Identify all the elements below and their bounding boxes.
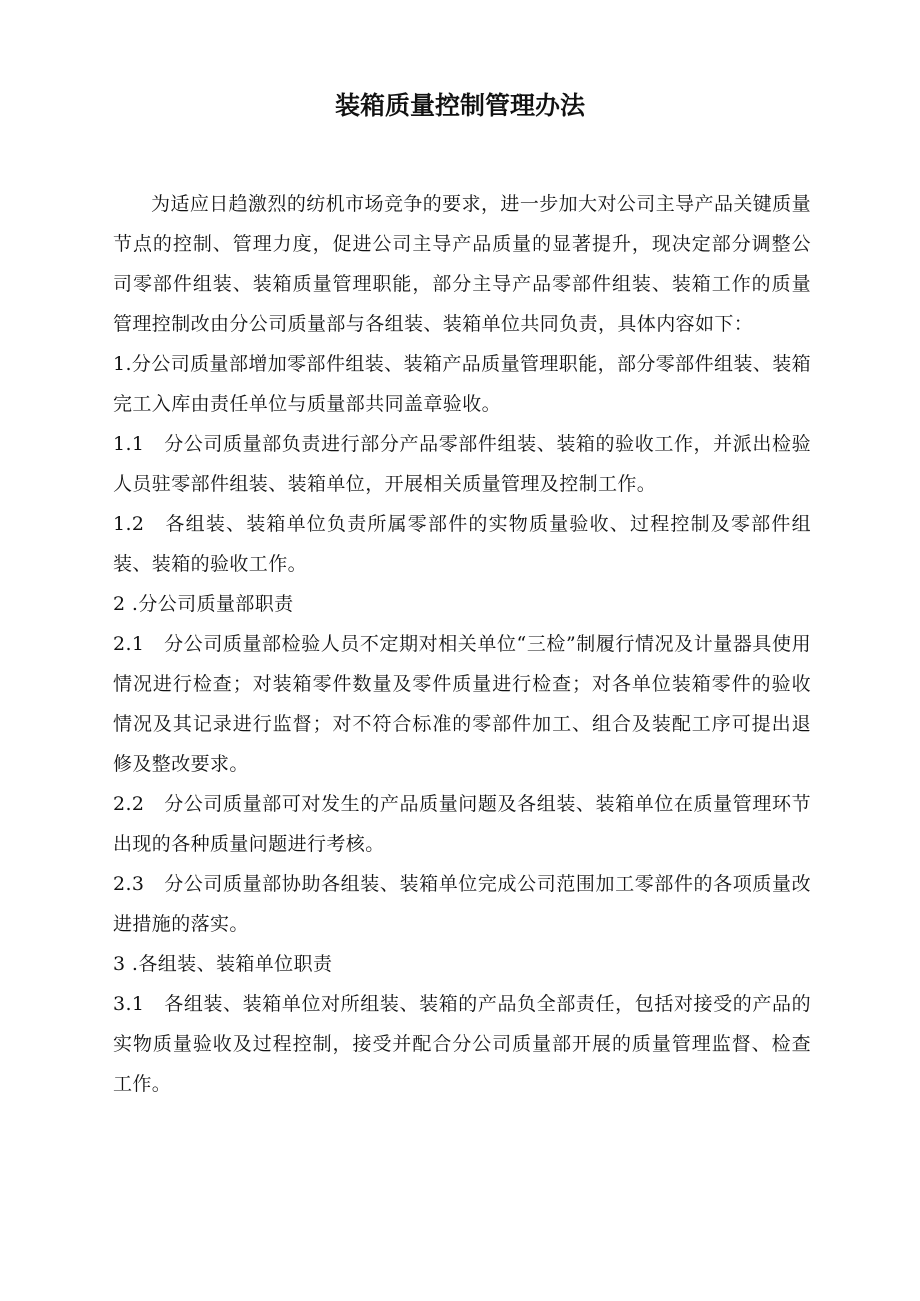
section-1-2-paragraph: 1.2 各组装、装箱单位负责所属零部件的实物质量验收、过程控制及零部件组装、装箱的验收工作。 <box>113 513 811 575</box>
section-2-heading: 2 .分公司质量部职责 <box>113 593 294 615</box>
section-1-paragraph: 1.分公司质量部增加零部件组装、装箱产品质量管理职能，部分零部件组装、装箱完工入库由责任单位与质量部共同盖章验收。 <box>113 353 811 415</box>
section-3-heading: 3 .各组装、装箱单位职责 <box>113 953 333 975</box>
section-2-3-paragraph: 2.3 分公司质量部协助各组装、装箱单位完成公司范围加工零部件的各项质量改进措施的落实。 <box>113 873 811 935</box>
section-3-1-paragraph: 3.1 各组装、装箱单位对所组装、装箱的产品负全部责任，包括对接受的产品的实物质量验收及过程控制，接受并配合分公司质量部开展的质量管理监督、检查工作。 <box>113 993 811 1095</box>
intro-paragraph: 为适应日趋激烈的纺机市场竞争的要求，进一步加大对公司主导产品关键质量节点的控制、管理力度，促进公司主导产品质量的显著提升，现决定部分调整公司零部件组装、装箱质量管理职能，部分主导产品零部件组装、装箱工作的质量管理控制改由分公司质量部与各组装、装箱单位共同负责，具体内容如下： <box>113 193 811 335</box>
section-1-1-paragraph: 1.1 分公司质量部负责进行部分产品零部件组装、装箱的验收工作，并派出检验人员驻零部件组装、装箱单位，开展相关质量管理及控制工作。 <box>113 433 811 495</box>
section-2-1-paragraph: 2.1 分公司质量部检验人员不定期对相关单位“三检”制履行情况及计量器具使用情况进行检查；对装箱零件数量及零件质量进行检查；对各单位装箱零件的验收情况及其记录进行监督；对不符合标准的零部件加工、组合及装配工序可提出退修及整改要求。 <box>113 633 811 775</box>
document-body <box>113 184 811 1104</box>
section-2-2-paragraph: 2.2 分公司质量部可对发生的产品质量问题及各组装、装箱单位在质量管理环节出现的各种质量问题进行考核。 <box>113 793 811 855</box>
document-title: 装箱质量控制管理办法 <box>334 91 585 120</box>
